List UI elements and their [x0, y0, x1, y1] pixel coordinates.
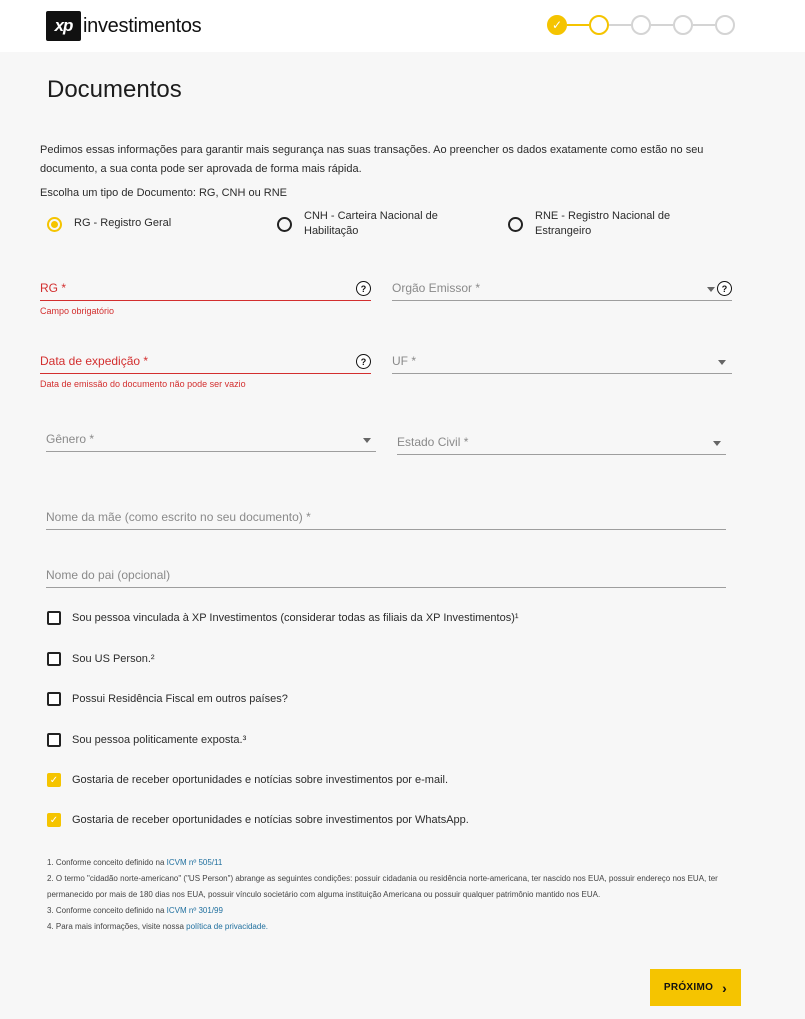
- nome-pai-input[interactable]: [46, 564, 726, 588]
- data-expedicao-error: Data de emissão do documento não pode ser vazio: [40, 379, 246, 389]
- next-button-label: PRÓXIMO: [663, 982, 714, 993]
- rg-error: Campo obrigatório: [40, 306, 115, 316]
- uf-label: UF *: [392, 354, 416, 368]
- checkbox-residencia-fiscal[interactable]: [47, 692, 288, 706]
- checkbox-icon: [47, 652, 61, 666]
- icvm-505-link[interactable]: ICVM nº 505/11: [166, 858, 223, 867]
- radio-cnh[interactable]: [277, 209, 444, 239]
- next-button[interactable]: [650, 969, 741, 1006]
- footnote-4: [47, 919, 737, 935]
- radio-unselected-icon: [277, 217, 292, 232]
- help-icon[interactable]: ?: [717, 281, 732, 296]
- genero-select[interactable]: [46, 428, 376, 452]
- footnote-text: 3. Conforme conceito definido na: [47, 906, 167, 915]
- doc-type-label: Escolha um tipo de Documento: RG, CNH ou RNE: [40, 187, 287, 199]
- checkbox-label: Possui Residência Fiscal em outros países?: [72, 693, 288, 705]
- chevron-down-icon: [718, 360, 726, 365]
- step-connector: [609, 24, 631, 26]
- footnote-text: 1. Conforme conceito definido na: [47, 858, 167, 867]
- radio-cnh-label: CNH - Carteira Nacional de Habilitação: [304, 210, 438, 237]
- checkbox-vinculada-xp[interactable]: [47, 611, 519, 625]
- chevron-down-icon: [713, 441, 721, 446]
- checkbox-politicamente-exposta[interactable]: [47, 733, 246, 747]
- privacy-policy-link[interactable]: política de privacidade.: [186, 922, 268, 931]
- progress-stepper: [547, 15, 735, 35]
- check-icon: ✓: [551, 18, 563, 32]
- checkbox-us-person[interactable]: [47, 652, 155, 666]
- estado-civil-select[interactable]: [397, 431, 726, 455]
- checkbox-icon: [47, 692, 61, 706]
- icvm-301-link[interactable]: ICVM nº 301/99: [166, 906, 223, 915]
- checkbox-checked-icon: ✓: [47, 813, 61, 827]
- step-2-active: [589, 15, 609, 35]
- step-connector: [651, 24, 673, 26]
- nome-pai-label: Nome do pai (opcional): [46, 568, 171, 582]
- step-3: [631, 15, 651, 35]
- chevron-right-icon: ›: [722, 979, 728, 996]
- checkbox-label: Sou US Person.²: [72, 653, 155, 665]
- radio-rg[interactable]: [47, 216, 194, 232]
- footnote-text: 4. Para mais informações, visite nossa: [47, 922, 187, 931]
- logo-text: investimentos: [83, 14, 202, 37]
- page-title: Documentos: [47, 76, 182, 103]
- top-bar: [0, 0, 805, 52]
- footnotes: [47, 855, 737, 935]
- chevron-down-icon: [707, 287, 715, 292]
- checkbox-label: Gostaria de receber oportunidades e notícias sobre investimentos por e-mail.: [72, 774, 449, 786]
- estado-civil-label: Estado Civil *: [397, 435, 469, 449]
- intro-text: Pedimos essas informações para garantir mais segurança nas suas transações. Ao preencher os dados exatamente como estão no seu documento, a sua conta pode ser aprovada de forma mais rápida.: [40, 144, 704, 175]
- checkbox-icon: [47, 611, 61, 625]
- rg-input[interactable]: [40, 277, 371, 301]
- step-5: [715, 15, 735, 35]
- radio-selected-icon: [47, 217, 62, 232]
- step-1-done: [547, 15, 567, 35]
- step-connector: [567, 24, 589, 26]
- checkbox-icon: [47, 733, 61, 747]
- checkbox-label: Sou pessoa politicamente exposta.³: [72, 734, 247, 746]
- data-expedicao-input[interactable]: [40, 350, 371, 374]
- checkbox-label: Gostaria de receber oportunidades e notícias sobre investimentos por WhatsApp.: [72, 814, 469, 826]
- radio-rne-label: RNE - Registro Nacional de Estrangeiro: [535, 210, 671, 237]
- footnote-3: [47, 903, 737, 919]
- nome-mae-input[interactable]: [46, 506, 726, 530]
- orgao-emissor-label: Orgão Emissor *: [392, 281, 481, 295]
- help-icon[interactable]: ?: [356, 281, 371, 296]
- rg-label: RG *: [40, 281, 67, 295]
- footnote-2: 2. O termo "cidadão norte-americano" ("US Person") abrange as seguintes condições: possuir cidadania ou residência norte-americana, ter nascido nos EUA, possuir endereço nos EUA, ter permanecido por mais de 180 dias nos EUA, possuir vínculo societário com alguma instituição Americana ou possuir qualquer patrimônio mantido nos EUA.: [47, 874, 718, 899]
- radio-rg-label: RG - Registro Geral: [74, 217, 172, 229]
- orgao-emissor-select[interactable]: [392, 277, 732, 301]
- help-icon[interactable]: ?: [356, 354, 371, 369]
- genero-label: Gênero *: [46, 432, 95, 446]
- radio-rne[interactable]: [508, 209, 675, 239]
- footnote-1: [47, 855, 737, 871]
- xp-logo[interactable]: [46, 11, 201, 41]
- logo-mark: xp: [46, 11, 81, 41]
- step-4: [673, 15, 693, 35]
- chevron-down-icon: [363, 438, 371, 443]
- checkbox-noticias-whatsapp[interactable]: [47, 813, 469, 827]
- checkbox-noticias-email[interactable]: [47, 773, 448, 787]
- checkbox-checked-icon: ✓: [47, 773, 61, 787]
- nome-mae-label: Nome da mãe (como escrito no seu documento) *: [46, 510, 311, 524]
- uf-select[interactable]: [392, 350, 732, 374]
- checkbox-label: Sou pessoa vinculada à XP Investimentos (considerar todas as filiais da XP Investimentos)¹: [72, 612, 519, 624]
- radio-unselected-icon: [508, 217, 523, 232]
- data-expedicao-label: Data de expedição *: [40, 354, 149, 368]
- step-connector: [693, 24, 715, 26]
